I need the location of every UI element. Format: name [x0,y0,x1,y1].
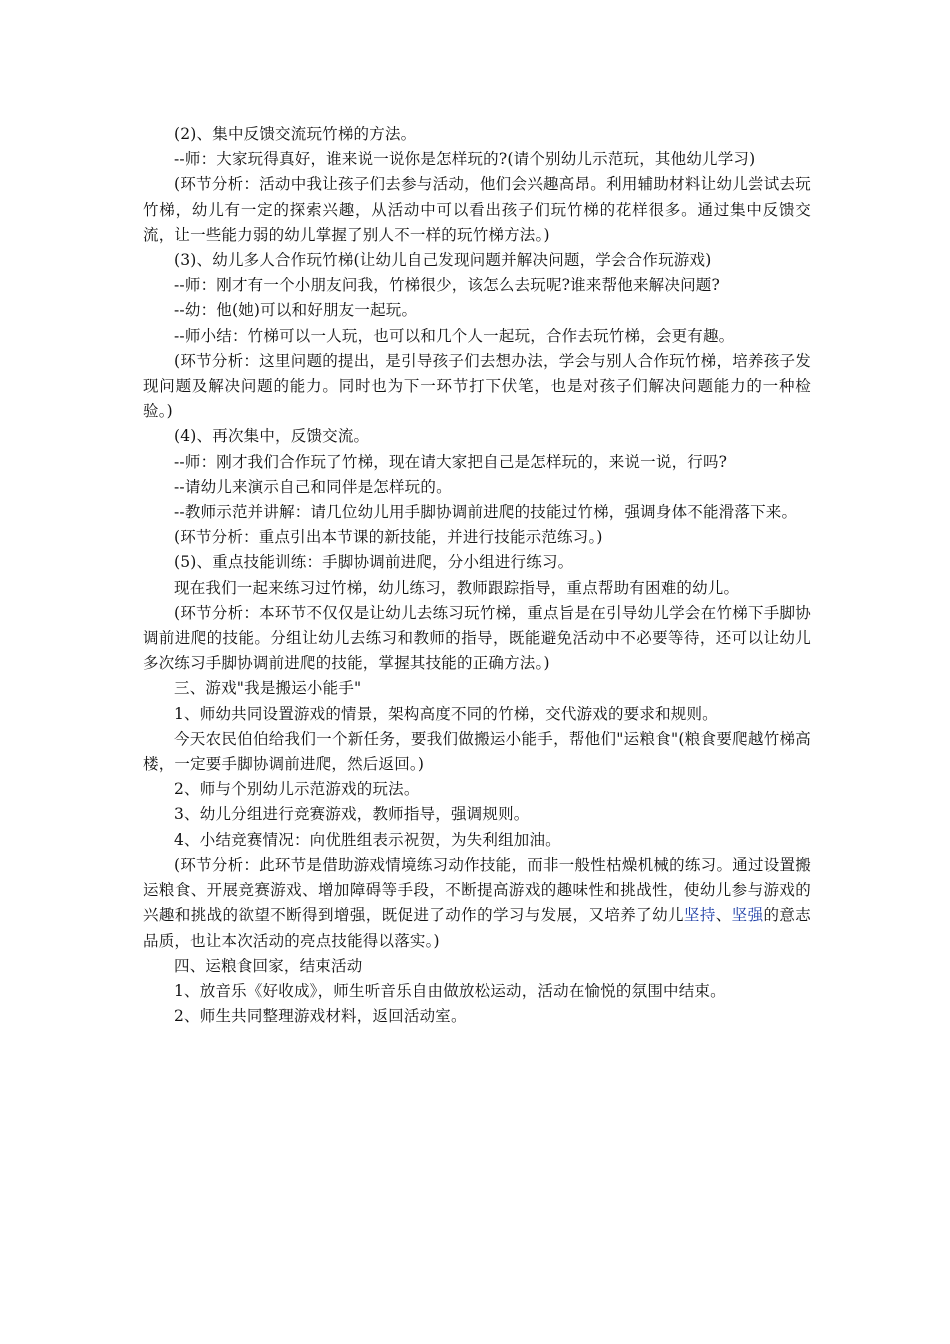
link-jianqiang[interactable]: 坚强 [731,906,764,925]
paragraph: (3)、幼儿多人合作玩竹梯(让幼儿自己发现问题并解决问题，学会合作玩游戏) [174,251,712,270]
analysis-paragraph [143,853,811,954]
paragraph: 现在我们一起来练习过竹梯，幼儿练习，教师跟踪指导，重点帮助有困难的幼儿。 [174,578,740,597]
separator: 、 [715,906,732,925]
paragraph: --师：刚才我们合作玩了竹梯，现在请大家把自己是怎样玩的，来说一说，行吗? [174,452,728,471]
paragraph: 3、幼儿分组进行竞赛游戏，教师指导，强调规则。 [174,805,530,824]
paragraph: --师小结：竹梯可以一人玩，也可以和几个人一起玩，合作去玩竹梯，会更有趣。 [174,326,735,345]
paragraph: 今天农民伯伯给我们一个新任务，要我们做搬运小能手，帮他们"运粮食"(粮食要爬越竹梯高楼，一定要手脚协调前进爬，然后返回。) [143,729,811,774]
analysis-text-end: 的意志品质，也让本次活动的亮点技能得以落实。) [143,906,812,950]
paragraph: (环节分析：活动中我让孩子们去参与活动，他们会兴趣高昂。利用辅助材料让幼儿尝试去玩竹梯，幼儿有一定的探索兴趣，从活动中可以看出孩子们玩竹梯的花样很多。通过集中反馈交流，让一些能力弱的幼儿掌握了别人不一样的玩竹梯方法。) [143,175,811,244]
paragraph: (4)、再次集中，反馈交流。 [174,427,370,446]
paragraph: (环节分析：这里问题的提出，是引导孩子们去想办法，学会与别人合作玩竹梯，培养孩子发现问题及解决问题的能力。同时也为下一环节打下伏笔，也是对孩子们解决问题能力的一种检验。) [143,351,811,421]
paragraph: 2、师与个别幼儿示范游戏的玩法。 [174,780,420,799]
paragraph: 1、师幼共同设置游戏的情景，架构高度不同的竹梯，交代游戏的要求和规则。 [174,704,718,723]
paragraph: --师：刚才有一个小朋友问我，竹梯很少，该怎么去玩呢?谁来帮他来解决问题? [174,276,720,295]
section-heading: 三、游戏"我是搬运小能手" [174,679,362,698]
analysis-text: (环节分析：此环节是借助游戏情境练习动作技能，而非一般性枯燥机械的练习。通过设置搬运粮食、开展竞赛游戏、增加障碍等手段，不断提高游戏的趣味性和挑战性，使幼儿参与游戏的兴趣和挑战的欲望不断得到增强，既促进了动作的学习与发展，又培养了幼儿 [143,855,811,925]
paragraph: (环节分析：本环节不仅仅是让幼儿去练习玩竹梯，重点旨是在引导幼儿学会在竹梯下手脚协调前进爬的技能。分组让幼儿去练习和教师的指导，既能避免活动中不必要等待，还可以让幼儿多次练习手脚协调前进爬的技能，掌握其技能的正确方法。) [143,603,811,673]
link-jianchi[interactable]: 坚持 [683,906,716,925]
paragraph: 2、师生共同整理游戏材料，返回活动室。 [174,1007,467,1026]
paragraph: 1、放音乐《好收成》，师生听音乐自由做放松运动，活动在愉悦的氛围中结束。 [174,981,726,1000]
paragraph: --请幼儿来演示自己和同伴是怎样玩的。 [174,477,452,496]
paragraph: (2)、集中反馈交流玩竹梯的方法。 [174,125,417,143]
paragraph: (5)、重点技能训练：手脚协调前进爬，分小组进行练习。 [174,553,574,572]
paragraph: --师：大家玩得真好，谁来说一说你是怎样玩的?(请个别幼儿示范玩，其他幼儿学习) [174,150,756,169]
paragraph: (环节分析：重点引出本节课的新技能，并进行技能示范练习。) [174,528,603,547]
section-heading: 四、运粮食回家，结束活动 [174,956,363,975]
paragraph: --幼：他(她)可以和好朋友一起玩。 [174,301,418,320]
document-body [143,122,811,1029]
paragraph: --教师示范并讲解：请几位幼儿用手脚协调前进爬的技能过竹梯，强调身体不能滑落下来。 [174,503,798,522]
paragraph: 4、小结竞赛情况：向优胜组表示祝贺，为失利组加油。 [174,830,561,849]
